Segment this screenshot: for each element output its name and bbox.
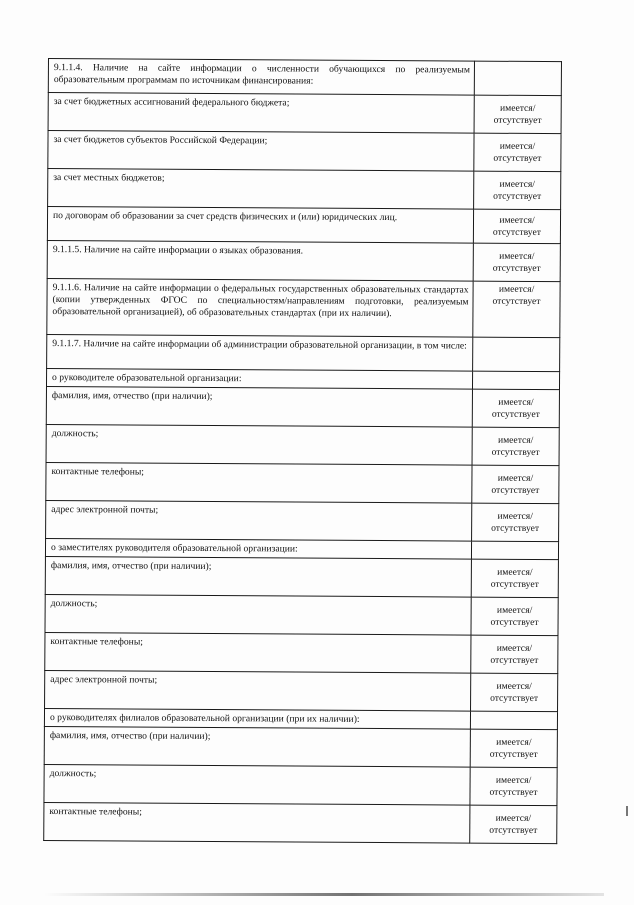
table-row	[46, 500, 559, 541]
row-status	[473, 337, 560, 372]
table-row	[46, 386, 559, 427]
row-text: должность;	[46, 424, 472, 465]
row-text-9-1-1-7: 9.1.1.7. Наличие на сайте информации об администрации образовательной организации, в том числе:	[47, 334, 473, 371]
row-status: имеется/отсутствует	[473, 209, 560, 244]
row-status: имеется/отсутствует	[473, 281, 560, 338]
table-row	[48, 131, 561, 172]
table-row	[45, 670, 558, 711]
row-status: имеется/отсутствует	[472, 427, 559, 466]
row-text: за счет бюджетов субъектов Российской Федерации;	[48, 131, 474, 172]
row-text: контактные телефоны;	[46, 462, 472, 503]
row-text: контактные телефоны;	[44, 802, 470, 843]
row-text-9-1-1-5: 9.1.1.5. Наличие на сайте информации о языках образования.	[47, 240, 473, 281]
row-text: фамилия, имя, отчество (при наличии);	[44, 726, 470, 767]
table-row	[46, 462, 559, 503]
row-status: имеется/отсутствует	[474, 171, 561, 210]
row-text: должность;	[45, 594, 471, 635]
row-status: имеется/отсутствует	[470, 729, 557, 768]
row-status: имеется/отсутствует	[472, 389, 559, 428]
row-text: адрес электронной почты;	[45, 670, 471, 711]
row-text: по договорам об образовании за счет средств физических и (или) юридических лиц.	[47, 207, 473, 244]
row-subheader: о руководителях филиалов образовательной организации (при их наличии):	[44, 708, 470, 729]
row-status: имеется/отсутствует	[474, 95, 561, 134]
table-row	[47, 207, 560, 244]
row-status: имеется/отсутствует	[472, 503, 559, 542]
scan-edge-shadow	[44, 893, 604, 896]
row-status	[472, 371, 559, 390]
table-row	[44, 764, 557, 805]
table-row	[45, 556, 558, 597]
row-status	[474, 61, 561, 96]
row-text: фамилия, имя, отчество (при наличии);	[45, 556, 471, 597]
row-subheader: о руководителе образовательной организации:	[46, 368, 472, 389]
table-row	[46, 424, 559, 465]
row-text: должность;	[44, 764, 470, 805]
row-status: имеется/отсутствует	[471, 559, 558, 598]
row-status: имеется/отсутствует	[472, 465, 559, 504]
criteria-table	[43, 58, 562, 844]
table-row	[48, 59, 561, 96]
row-text: за счет местных бюджетов;	[48, 169, 474, 210]
row-status: имеется/отсутствует	[473, 243, 560, 282]
row-status: имеется/отсутствует	[471, 635, 558, 674]
row-status: имеется/отсутствует	[470, 805, 557, 844]
row-text: фамилия, имя, отчество (при наличии);	[46, 386, 472, 427]
table-row	[47, 334, 560, 371]
scan-artifact-mark	[626, 806, 628, 816]
table-row	[45, 632, 558, 673]
row-text-9-1-1-6: 9.1.1.6. Наличие на сайте информации о федеральных государственных образовательных стандартах (копии утвержденных ФГОС по специальностям/направлениям подготовки, реализуемым образовательной организацией), об образовательных стандартах (при их наличии).	[47, 278, 473, 337]
row-status: имеется/отсутствует	[474, 133, 561, 172]
table-row	[44, 802, 557, 843]
row-status: имеется/отсутствует	[471, 673, 558, 712]
row-status	[470, 711, 557, 730]
row-text-9-1-1-4: 9.1.1.4. Наличие на сайте информации о численности обучающихся по реализуемым образовательным программам по источникам финансирования:	[48, 59, 474, 96]
table-row	[48, 169, 561, 210]
row-status: имеется/отсутствует	[470, 767, 557, 806]
row-text: за счет бюджетных ассигнований федерального бюджета;	[48, 93, 474, 134]
row-status	[471, 541, 558, 560]
table-row	[47, 240, 560, 281]
row-subheader: о заместителях руководителя образовательной организации:	[45, 538, 471, 559]
row-status: имеется/отсутствует	[471, 597, 558, 636]
table-row	[44, 726, 557, 767]
row-text: адрес электронной почты;	[46, 500, 472, 541]
table-row	[47, 278, 560, 337]
table-row	[48, 93, 561, 134]
row-text: контактные телефоны;	[45, 632, 471, 673]
table-row	[45, 594, 558, 635]
